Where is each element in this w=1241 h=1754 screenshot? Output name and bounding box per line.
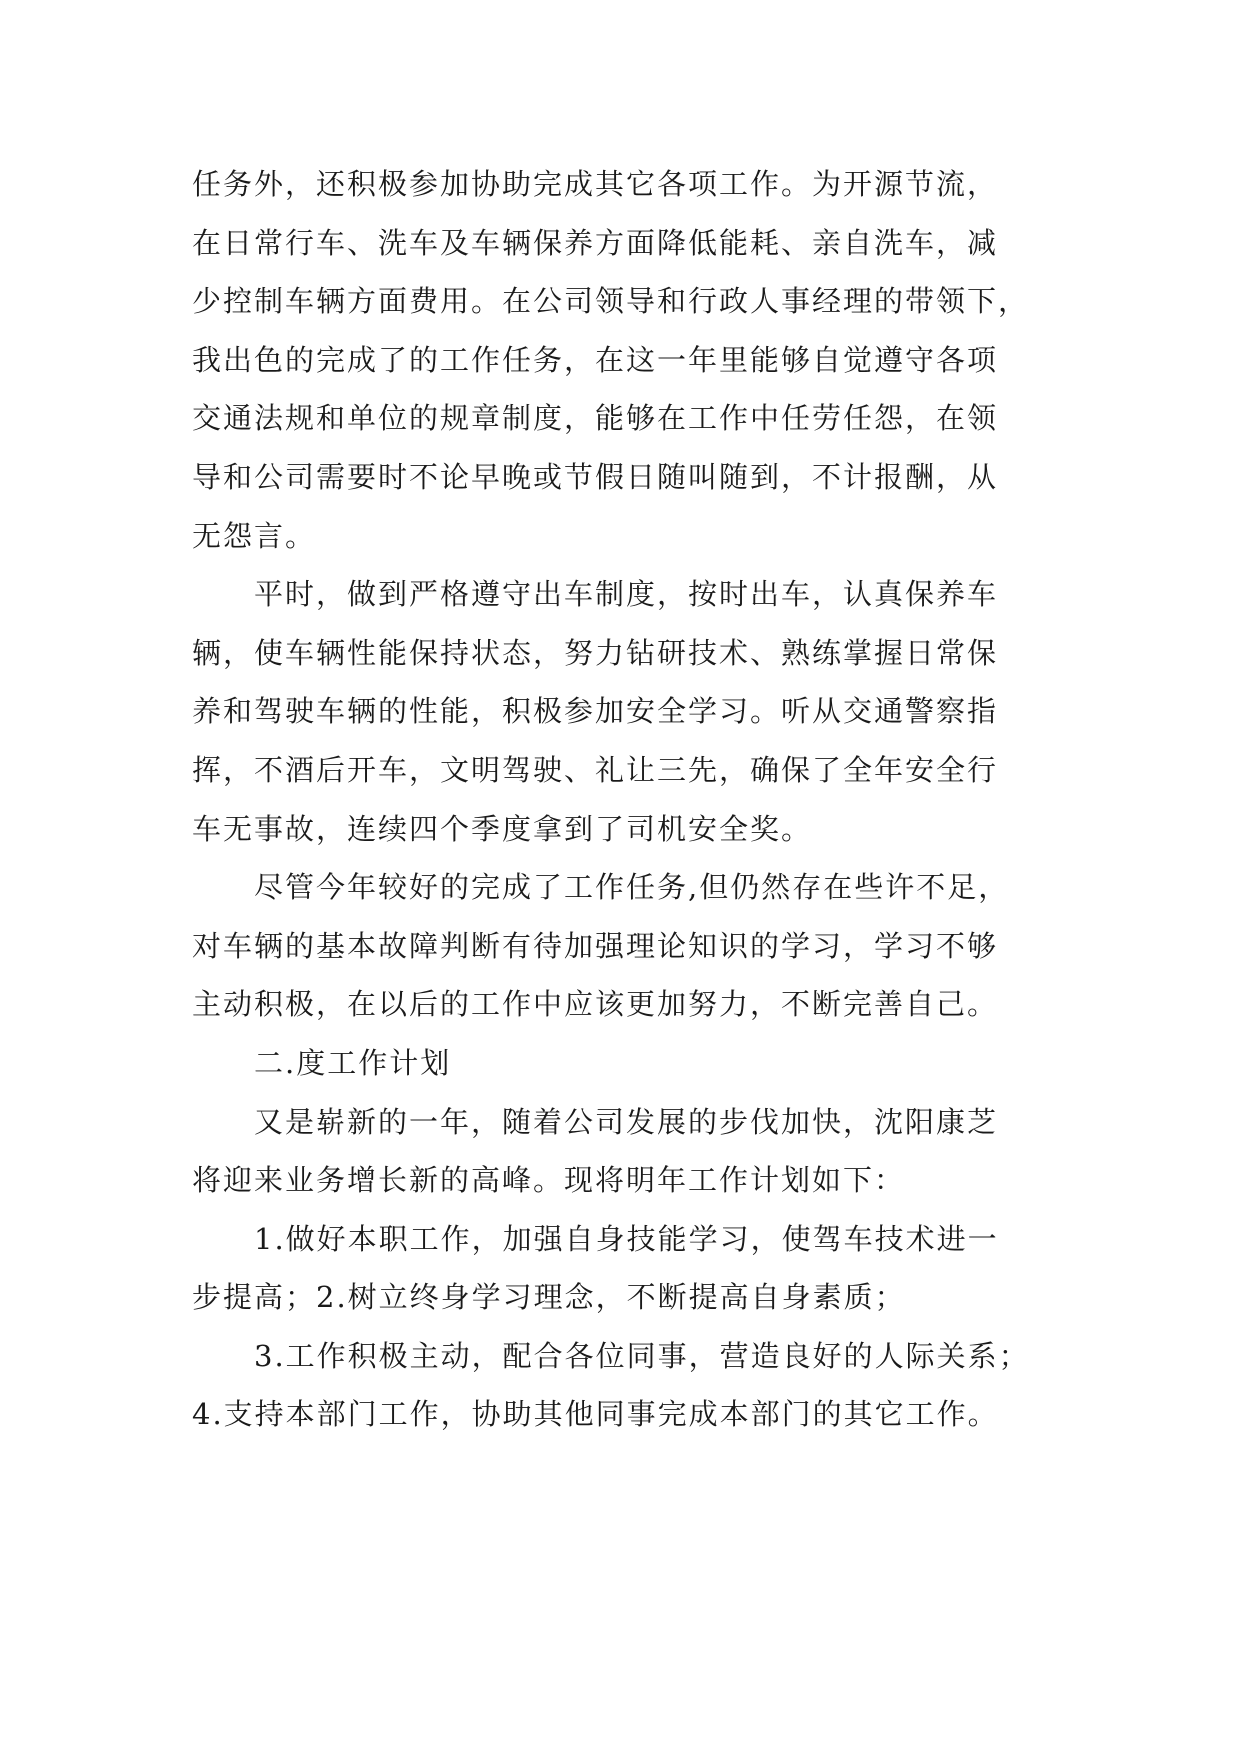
text-line: 无怨言。 (192, 518, 317, 553)
text-line: 对车辆的基本故障判断有待加强理论知识的学习，学习不够 (192, 928, 999, 963)
text-line: 养和驾驶车辆的性能，积极参加安全学习。听从交通警察指 (192, 694, 999, 729)
text-line: 任务外，还积极参加协助完成其它各项工作。为开源节流， (192, 167, 999, 201)
text-line: 交通法规和单位的规章制度，能够在工作中任劳任怨，在领 (192, 401, 999, 436)
text-line: 将迎来业务增长新的高峰。现将明年工作计划如下： (192, 1163, 906, 1198)
text-line: 车无事故，连续四个季度拿到了司机安全奖。 (192, 811, 813, 846)
section-heading: 二.度工作计划 (254, 1045, 452, 1080)
list-item: 步提高；2.树立终身学习理念，不断提高自身素质； (192, 1280, 906, 1315)
text-line: 平时，做到严格遵守出车制度，按时出车，认真保养车 (254, 577, 999, 612)
text-line: 少控制车辆方面费用。在公司领导和行政人事经理的带领下， (192, 284, 1030, 319)
text-line: 尽管今年较好的完成了工作任务,但仍然存在些许不足， (254, 870, 1010, 905)
list-item: 3.工作积极主动，配合各位同事，营造良好的人际关系； (254, 1338, 1030, 1373)
text-line: 导和公司需要时不论早晚或节假日随叫随到，不计报酬，从 (192, 459, 999, 494)
list-item: 1.做好本职工作，加强自身技能学习，使驾车技术进一 (254, 1221, 999, 1256)
text-line: 挥，不酒后开车，文明驾驶、礼让三先，确保了全年安全行 (192, 752, 999, 787)
text-line: 我出色的完成了的工作任务，在这一年里能够自觉遵守各项 (192, 342, 999, 377)
list-item: 4.支持本部门工作，协助其他同事完成本部门的其它工作。 (192, 1397, 999, 1432)
document-body (192, 155, 1082, 1444)
text-line: 辆，使车辆性能保持状态，努力钻研技术、熟练掌握日常保 (192, 635, 999, 670)
text-line: 主动积极，在以后的工作中应该更加努力，不断完善自己。 (192, 987, 999, 1022)
text-line: 又是崭新的一年，随着公司发展的步伐加快，沈阳康芝 (254, 1104, 999, 1139)
text-line: 在日常行车、洗车及车辆保养方面降低能耗、亲自洗车，减 (192, 225, 999, 260)
